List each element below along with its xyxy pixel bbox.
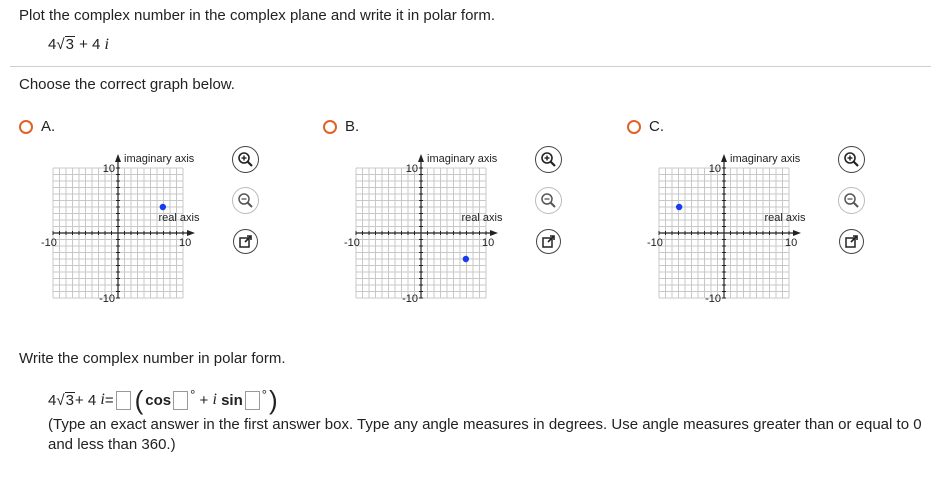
zoom-in-button-c[interactable] xyxy=(838,146,865,173)
option-b[interactable] xyxy=(323,118,359,135)
popout-icon xyxy=(844,234,859,249)
real-axis-arrow xyxy=(793,230,801,236)
zoom-in-button-a[interactable] xyxy=(232,146,259,173)
imag-axis-arrow xyxy=(115,154,121,162)
imag-unit: i xyxy=(212,391,217,408)
sin-angle-input[interactable] xyxy=(245,391,260,410)
zoom-in-icon xyxy=(540,151,557,168)
graph-c xyxy=(646,150,931,320)
modulus-input[interactable] xyxy=(116,391,131,410)
real-axis-label: real axis xyxy=(764,212,806,224)
tick-label-x-min: -10 xyxy=(647,237,663,249)
popout-icon xyxy=(541,234,556,249)
graph-b-svg xyxy=(343,150,563,320)
answer-rest: + 4 xyxy=(74,391,97,409)
divider xyxy=(10,66,931,67)
answer-row xyxy=(48,385,280,415)
popout-button-c[interactable] xyxy=(839,229,864,254)
zoom-out-button-c[interactable] xyxy=(838,187,865,214)
degree-symbol-2: ° xyxy=(261,386,267,402)
zoom-out-button-a[interactable] xyxy=(232,187,259,214)
sqrt-symbol: √ xyxy=(56,391,65,409)
real-axis-arrow xyxy=(187,230,195,236)
write-label: Write the complex number in polar form. xyxy=(19,350,286,367)
left-paren: ( xyxy=(134,385,144,415)
cos-angle-input[interactable] xyxy=(173,391,188,410)
radio-button-c[interactable] xyxy=(627,120,641,134)
option-b-label: B. xyxy=(345,118,360,135)
tick-label-y-max: 10 xyxy=(405,163,418,175)
cos-label: cos xyxy=(145,391,172,409)
expr-i: i xyxy=(104,36,109,53)
tick-label-y-max: 10 xyxy=(102,163,115,175)
degree-symbol-1: ° xyxy=(190,386,196,402)
option-a[interactable] xyxy=(19,118,55,135)
imag-axis-label: imaginary axis xyxy=(427,153,498,165)
answer-radicand: 3 xyxy=(65,392,74,409)
zoom-in-icon xyxy=(843,151,860,168)
option-a-label: A. xyxy=(41,118,56,135)
zoom-in-button-b[interactable] xyxy=(535,146,562,173)
tick-label-x-max: 10 xyxy=(179,237,192,249)
zoom-in-icon xyxy=(237,151,254,168)
expr-rest: + 4 xyxy=(74,36,101,53)
popout-icon xyxy=(238,234,253,249)
graph-b xyxy=(343,150,643,320)
tick-label-y-min: -10 xyxy=(402,293,418,305)
zoom-out-icon xyxy=(843,192,860,209)
data-point xyxy=(676,204,682,210)
sqrt-symbol: √ xyxy=(56,36,65,53)
radio-button-b[interactable] xyxy=(323,120,337,134)
answer-i: i xyxy=(100,391,105,408)
question-expression xyxy=(48,36,109,54)
equals-sign: = xyxy=(104,391,114,409)
plus-sign: + xyxy=(195,391,213,409)
tick-label-x-max: 10 xyxy=(482,237,495,249)
real-axis-label: real axis xyxy=(461,212,503,224)
tick-label-x-max: 10 xyxy=(785,237,798,249)
imag-axis-label: imaginary axis xyxy=(730,153,801,165)
imag-axis-label: imaginary axis xyxy=(124,153,195,165)
question-title: Plot the complex number in the complex plane and write it in polar form. xyxy=(19,7,496,24)
graph-c-svg xyxy=(646,150,866,320)
popout-button-b[interactable] xyxy=(536,229,561,254)
zoom-out-icon xyxy=(540,192,557,209)
tick-label-y-min: -10 xyxy=(99,293,115,305)
popout-button-a[interactable] xyxy=(233,229,258,254)
right-paren: ) xyxy=(268,385,278,415)
graph-a-svg xyxy=(40,150,260,320)
real-axis-label: real axis xyxy=(158,212,200,224)
tick-label-x-min: -10 xyxy=(41,237,57,249)
zoom-out-button-b[interactable] xyxy=(535,187,562,214)
instruction-note: (Type an exact answer in the first answer box. Type any angle measures in degrees. Use angle measures greater than or equal to 0 and less than 360.) xyxy=(48,416,922,453)
data-point xyxy=(463,256,469,262)
radio-button-a[interactable] xyxy=(19,120,33,134)
tick-label-y-min: -10 xyxy=(705,293,721,305)
expr-radicand: 3 xyxy=(65,36,74,53)
tick-label-x-min: -10 xyxy=(344,237,360,249)
imag-axis-arrow xyxy=(721,154,727,162)
graph-a xyxy=(40,150,340,320)
expr-coef: 4 xyxy=(48,36,57,53)
sin-label: sin xyxy=(221,391,243,409)
tick-label-y-max: 10 xyxy=(708,163,721,175)
real-axis-arrow xyxy=(490,230,498,236)
imag-axis-arrow xyxy=(418,154,424,162)
data-point xyxy=(160,204,166,210)
zoom-out-icon xyxy=(237,192,254,209)
choose-label: Choose the correct graph below. xyxy=(19,76,235,93)
option-c-label: C. xyxy=(649,118,664,135)
answer-coef: 4 xyxy=(48,391,57,409)
option-c[interactable] xyxy=(627,118,664,135)
